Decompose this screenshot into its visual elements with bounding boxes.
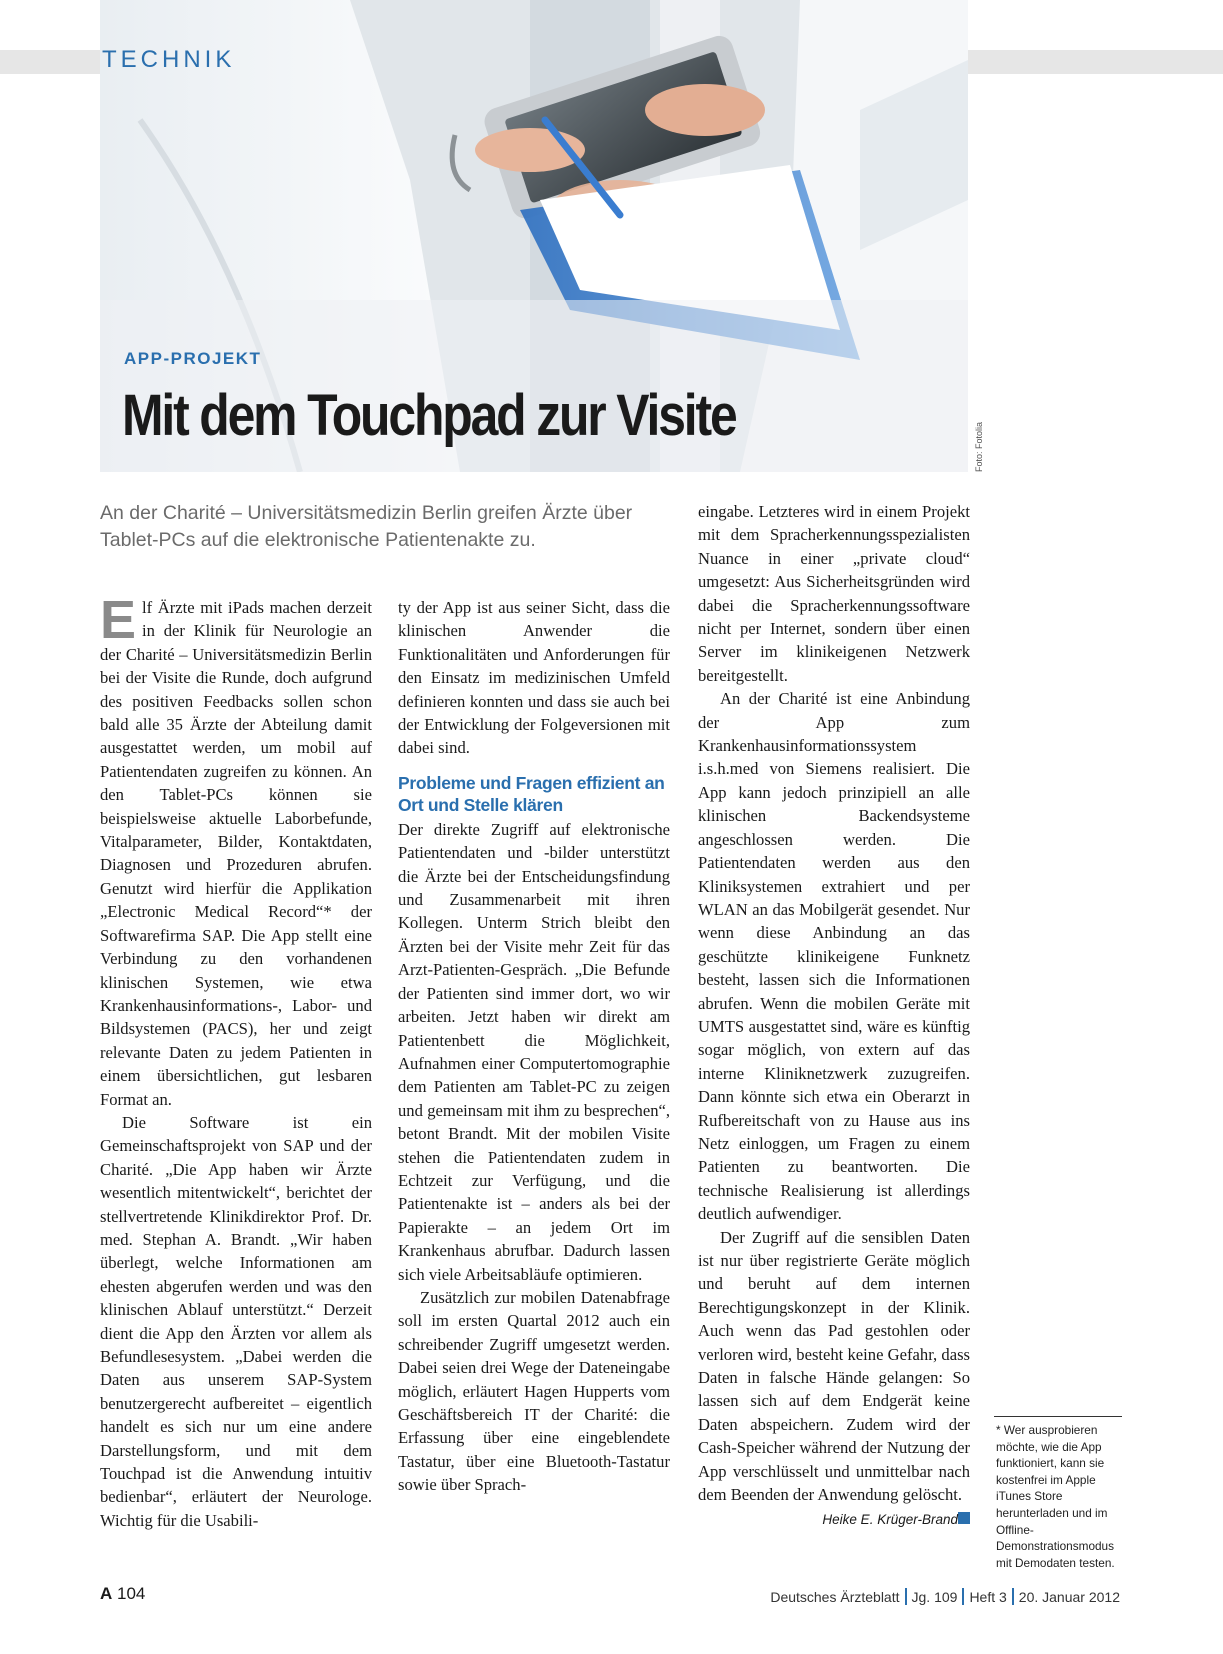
separator [962,1588,964,1605]
journal-name: Deutsches Ärzteblatt [770,1589,900,1605]
paragraph: Die Software ist ein Gemeinschaftsprojekt von SAP und der Charité. „Die App haben wir Ärzte wesentlich mitentwickelt“, berichtet der stellvertretende Klinikdirektor Prof. Dr. med. Stephan A. Brandt. „Wir haben überlegt, welche Informationen am ehesten abgerufen werden und was den klinischen Ablauf unterstützt.“ Derzeit dient die App den Ärzten vor allem als Befundlesesystem. „Dabei werden die Daten aus unserem SAP-System benutzergerecht aufbereitet – eigentlich handelt es sich nur um eine andere Darstellungsform, und mit dem Touchpad ist die Anwendung intuitiv bedienbar“, erläutert der Neurologe. Wichtig für die Usabili- [100,1112,372,1530]
separator [905,1588,907,1605]
paragraph-text: lf Ärzte mit iPads machen derzeit in der Klinik für Neurologie an der Charité – Universitätsmedizin Berlin bei der Visite die Runde, doch aufgrund des positiven Feedbacks sollen schon bald alle 35 Ärzte der Abteilung damit ausgestattet werden, um mobil auf Patientendaten zugreifen zu können. An den Tablet-PCs können sie beispielsweise aktuelle Laborbefunde, Vitalparameter, Bilder, Kontaktdaten, Diagnosen und Prozeduren abrufen. Genutzt wird hierfür die Applikation „Electronic Medical Record“* der Softwarefirma SAP. Die App stellt eine Verbindung zu den vorhandenen klinischen Systemen, wie etwa Krankenhausinformations-, Labor- und Bildsystemen (PACS), her und zeigt relevante Daten zu jedem Patienten in einem übersichtlichen, gut lesbaren Format an. [100,598,372,1109]
end-mark [958,1512,970,1524]
paragraph: Der direkte Zugriff auf elektronische Patientendaten und -bilder unterstützt die Ärzte bei der Entscheidungsfindung und Zusammenarbeit mit ihren Kollegen. Unterm Strich bleibt den Ärzten bei der Visite mehr Zeit für das Arzt-Patienten-Gespräch. „Die Befunde der Patienten sind immer dort, wo wir arbeiten. Jetzt haben wir direkt am Patientenbett die Möglichkeit, Aufnahmen einer Computertomographie dem Patienten am Tablet-PC zu zeigen und gemeinsam mit ihm zu besprechen“, betont Brandt. Mit der mobilen Visite stehen die Patientendaten zudem in Echtzeit zur Verfügung, und die Patientenakte ist – anders als bei der Papierakte – an jedem Ort im Krankenhaus abrufbar. Dadurch lassen sich viele Arbeitsabläufe optimieren. [398,819,670,1284]
photo-credit: Foto: Fotolia [974,421,984,472]
rubric-bar-right [968,50,1223,74]
paragraph: eingabe. Letzteres wird in einem Projekt mit dem Spracherkennungsspezialisten Nuance in einer „private cloud“ umgesetzt: Aus Sicherheitsgründen wird dabei die Spracherkennungssoftware nicht per Internet, sondern über einen Server im klinikeigenen Netzwerk bereitgestellt. [698,502,970,685]
rubric-bar [0,50,100,74]
footer-meta [770,1588,1120,1605]
paragraph [698,1226,970,1507]
page-prefix: A [100,1584,113,1603]
headline: Mit dem Touchpad zur Visite [122,383,736,448]
paragraph-text: Der Zugriff auf die sensiblen Daten ist nur über registrierte Geräte möglich und beruht auf dem internen Berechtigungskonzept in der Klinik. Auch wenn das Pad gestohlen oder verloren wird, besteht keine Gefahr, dass Daten in falsche Hände gelangen: So lassen sich auf dem Endgerät keine Daten abspeichern. Zudem wird der Cash-Speicher während der Nutzung der App verschlüsselt und unmittelbar nach dem Beenden der Anwendung gelöscht. [698,1227,970,1505]
paragraph: ty der App ist aus seiner Sicht, dass die klinischen Anwender die Funktionalitäten und Anforderungen für den Einsatz im medizinischen Umfeld definieren konnten und dass sie auch bei der Entwicklung der Folgeversionen mit dabei sind. [398,598,670,758]
subheading: Probleme und Fragen effizient an Ort und Stelle klären [398,772,665,815]
column-2 [398,596,670,1497]
footnote: * Wer ausprobieren möchte, wie die App funktioniert, kann sie kostenfrei im Apple iTunes Store herunterladen und im Offline-Demonstrationsmodus mit Demodaten testen. [996,1423,1115,1570]
paragraph: Zusätzlich zur mobilen Datenabfrage soll im ersten Quartal 2012 auch ein schreibender Zugriff umgesetzt werden. Dabei seien drei Wege der Dateneingabe möglich, erläutert Hagen Hupperts vom Geschäftsbereich IT der Charité: die Erfassung über eine eingeblendete Tastatur, über eine Bluetooth-Tastatur sowie über Sprach- [398,1287,670,1495]
dropcap: E [100,590,137,650]
paragraph: An der Charité ist eine Anbindung der App zum Krankenhausinformationssystem i.s.h.med von Siemens realisiert. Die App kann jedoch prinzipiell an alle klinischen Backendsysteme angeschlossen werden. Die Patientendaten werden aus den Kliniksystemen extrahiert und per WLAN an das Mobilgerät gesendet. Nur wenn diese Anbindung an das geschützte klinikeigene Funknetz besteht, lassen sich die Informationen abrufen. Wenn die mobilen Geräte mit UMTS ausgestattet sind, wäre es künftig sogar möglich, von extern auf das interne Kliniknetzwerk zuzugreifen. Dann könnte sich etwa ein Oberarzt in Rufbereitschaft von zu Hause aus ins Netz einloggen, um Fragen zu einem Patienten zu beantworten. Die technische Realisierung ist allerdings deutlich aufwendiger. [698,689,970,1224]
lead-text: An der Charité – Universitätsmedizin Berlin greifen Ärzte über Tablet-PCs auf die elektronische Patientenakte zu. [100,502,633,551]
volume: Jg. 109 [911,1589,958,1605]
author: Heike E. Krüger-Brand [822,1512,958,1528]
footnote-rule [994,1416,1122,1417]
kicker: APP-PROJEKT [124,349,262,368]
issue: Heft 3 [969,1589,1007,1605]
paragraph [100,590,372,1111]
page-number-value: 104 [117,1584,146,1603]
column-1 [100,590,372,1532]
page-number [100,1584,145,1604]
section-rubric: TECHNIK [102,46,236,73]
issue-date: 20. Januar 2012 [1018,1589,1120,1605]
separator [1012,1588,1014,1605]
column-3 [698,500,970,1532]
